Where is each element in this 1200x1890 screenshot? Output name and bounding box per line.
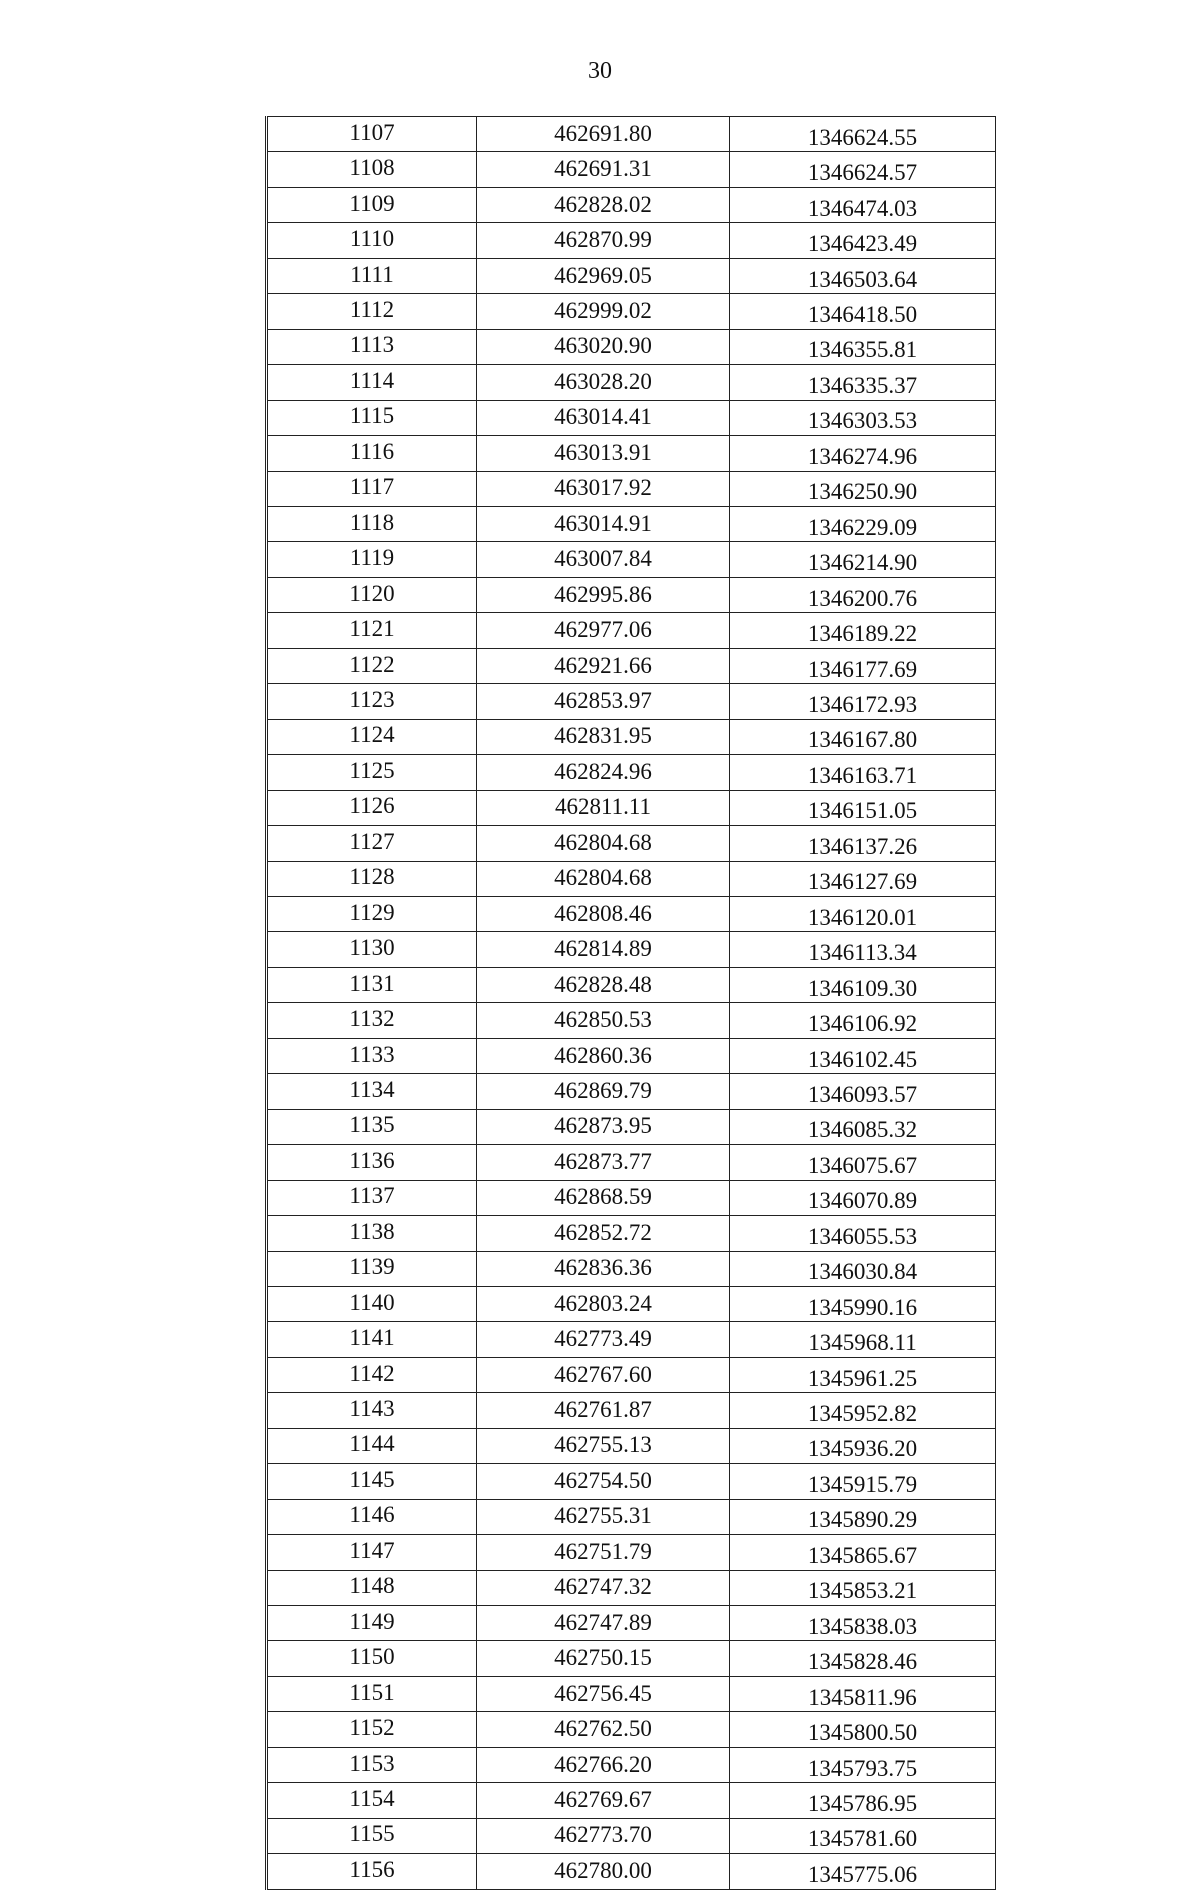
x-coordinate-cell: 462773.70: [477, 1818, 730, 1853]
y-coordinate-cell: 1346303.53: [730, 400, 996, 435]
x-coordinate-cell: 462852.72: [477, 1216, 730, 1251]
x-coordinate-cell: 462850.53: [477, 1003, 730, 1038]
point-number-cell: 1136: [267, 1145, 477, 1180]
x-coordinate-cell: 463007.84: [477, 542, 730, 577]
point-number-cell: 1156: [267, 1854, 477, 1889]
point-number-cell: 1114: [267, 365, 477, 400]
x-coordinate-cell: 462803.24: [477, 1286, 730, 1321]
table-row: [267, 436, 996, 471]
y-coordinate-cell: 1346085.32: [730, 1109, 996, 1144]
x-coordinate-cell: 462755.13: [477, 1428, 730, 1463]
x-coordinate-cell: 462755.31: [477, 1499, 730, 1534]
y-coordinate-cell: 1346172.93: [730, 684, 996, 719]
point-number-cell: 1147: [267, 1535, 477, 1570]
table-row: [267, 1570, 996, 1605]
table-row: [267, 719, 996, 754]
table-row: [267, 400, 996, 435]
x-coordinate-cell: 462750.15: [477, 1641, 730, 1676]
table-row: [267, 152, 996, 187]
y-coordinate-cell: 1346151.05: [730, 790, 996, 825]
coordinates-table-body: [267, 117, 996, 1890]
x-coordinate-cell: 462751.79: [477, 1535, 730, 1570]
table-row: [267, 187, 996, 222]
table-row: [267, 577, 996, 612]
x-coordinate-cell: 462831.95: [477, 719, 730, 754]
table-row: [267, 613, 996, 648]
table-row: [267, 329, 996, 364]
x-coordinate-cell: 462999.02: [477, 294, 730, 329]
table-row: [267, 1428, 996, 1463]
coordinates-table: [265, 116, 996, 1890]
point-number-cell: 1139: [267, 1251, 477, 1286]
y-coordinate-cell: 1345811.96: [730, 1676, 996, 1711]
point-number-cell: 1121: [267, 613, 477, 648]
point-number-cell: 1133: [267, 1038, 477, 1073]
table-row: [267, 896, 996, 931]
table-row: [267, 967, 996, 1002]
point-number-cell: 1110: [267, 223, 477, 258]
y-coordinate-cell: 1346189.22: [730, 613, 996, 648]
point-number-cell: 1107: [267, 117, 477, 152]
point-number-cell: 1151: [267, 1676, 477, 1711]
y-coordinate-cell: 1346229.09: [730, 506, 996, 541]
point-number-cell: 1146: [267, 1499, 477, 1534]
y-coordinate-cell: 1346030.84: [730, 1251, 996, 1286]
x-coordinate-cell: 462766.20: [477, 1747, 730, 1782]
x-coordinate-cell: 462921.66: [477, 648, 730, 683]
point-number-cell: 1123: [267, 684, 477, 719]
table-row: [267, 1535, 996, 1570]
table-row: [267, 294, 996, 329]
x-coordinate-cell: 462767.60: [477, 1357, 730, 1392]
x-coordinate-cell: 462691.80: [477, 117, 730, 152]
x-coordinate-cell: 462977.06: [477, 613, 730, 648]
table-row: [267, 1393, 996, 1428]
x-coordinate-cell: 462747.32: [477, 1570, 730, 1605]
y-coordinate-cell: 1346093.57: [730, 1074, 996, 1109]
y-coordinate-cell: 1346423.49: [730, 223, 996, 258]
table-row: [267, 542, 996, 577]
x-coordinate-cell: 463013.91: [477, 436, 730, 471]
table-row: [267, 117, 996, 152]
y-coordinate-cell: 1346177.69: [730, 648, 996, 683]
point-number-cell: 1143: [267, 1393, 477, 1428]
x-coordinate-cell: 462756.45: [477, 1676, 730, 1711]
point-number-cell: 1113: [267, 329, 477, 364]
x-coordinate-cell: 462869.79: [477, 1074, 730, 1109]
x-coordinate-cell: 462804.68: [477, 826, 730, 861]
table-row: [267, 1357, 996, 1392]
y-coordinate-cell: 1345936.20: [730, 1428, 996, 1463]
point-number-cell: 1131: [267, 967, 477, 1002]
point-number-cell: 1144: [267, 1428, 477, 1463]
y-coordinate-cell: 1345865.67: [730, 1535, 996, 1570]
x-coordinate-cell: 462769.67: [477, 1783, 730, 1818]
y-coordinate-cell: 1346163.71: [730, 755, 996, 790]
x-coordinate-cell: 463017.92: [477, 471, 730, 506]
y-coordinate-cell: 1345853.21: [730, 1570, 996, 1605]
y-coordinate-cell: 1345961.25: [730, 1357, 996, 1392]
point-number-cell: 1140: [267, 1286, 477, 1321]
table-row: [267, 1747, 996, 1782]
table-row: [267, 1286, 996, 1321]
point-number-cell: 1126: [267, 790, 477, 825]
table-row: [267, 1180, 996, 1215]
point-number-cell: 1111: [267, 258, 477, 293]
y-coordinate-cell: 1346250.90: [730, 471, 996, 506]
x-coordinate-cell: 462873.95: [477, 1109, 730, 1144]
y-coordinate-cell: 1345786.95: [730, 1783, 996, 1818]
point-number-cell: 1135: [267, 1109, 477, 1144]
x-coordinate-cell: 462808.46: [477, 896, 730, 931]
table-row: [267, 506, 996, 541]
y-coordinate-cell: 1345781.60: [730, 1818, 996, 1853]
table-row: [267, 258, 996, 293]
y-coordinate-cell: 1346127.69: [730, 861, 996, 896]
y-coordinate-cell: 1345890.29: [730, 1499, 996, 1534]
y-coordinate-cell: 1346214.90: [730, 542, 996, 577]
point-number-cell: 1116: [267, 436, 477, 471]
point-number-cell: 1155: [267, 1818, 477, 1853]
point-number-cell: 1118: [267, 506, 477, 541]
point-number-cell: 1150: [267, 1641, 477, 1676]
table-row: [267, 471, 996, 506]
x-coordinate-cell: 462811.11: [477, 790, 730, 825]
table-row: [267, 1251, 996, 1286]
point-number-cell: 1154: [267, 1783, 477, 1818]
table-row: [267, 1676, 996, 1711]
x-coordinate-cell: 462762.50: [477, 1712, 730, 1747]
point-number-cell: 1152: [267, 1712, 477, 1747]
y-coordinate-cell: 1345775.06: [730, 1854, 996, 1889]
y-coordinate-cell: 1346200.76: [730, 577, 996, 612]
table-row: [267, 1783, 996, 1818]
point-number-cell: 1112: [267, 294, 477, 329]
x-coordinate-cell: 462995.86: [477, 577, 730, 612]
table-row: [267, 1464, 996, 1499]
y-coordinate-cell: 1345800.50: [730, 1712, 996, 1747]
point-number-cell: 1145: [267, 1464, 477, 1499]
y-coordinate-cell: 1346109.30: [730, 967, 996, 1002]
x-coordinate-cell: 462828.48: [477, 967, 730, 1002]
x-coordinate-cell: 463020.90: [477, 329, 730, 364]
y-coordinate-cell: 1345915.79: [730, 1464, 996, 1499]
table-row: [267, 1322, 996, 1357]
point-number-cell: 1108: [267, 152, 477, 187]
y-coordinate-cell: 1346274.96: [730, 436, 996, 471]
y-coordinate-cell: 1345828.46: [730, 1641, 996, 1676]
point-number-cell: 1149: [267, 1606, 477, 1641]
x-coordinate-cell: 462870.99: [477, 223, 730, 258]
y-coordinate-cell: 1346335.37: [730, 365, 996, 400]
point-number-cell: 1148: [267, 1570, 477, 1605]
table-row: [267, 1145, 996, 1180]
point-number-cell: 1125: [267, 755, 477, 790]
point-number-cell: 1122: [267, 648, 477, 683]
table-row: [267, 1641, 996, 1676]
table-row: [267, 648, 996, 683]
point-number-cell: 1128: [267, 861, 477, 896]
point-number-cell: 1142: [267, 1357, 477, 1392]
y-coordinate-cell: 1346474.03: [730, 187, 996, 222]
x-coordinate-cell: 462836.36: [477, 1251, 730, 1286]
page-number: 30: [588, 58, 612, 84]
point-number-cell: 1153: [267, 1747, 477, 1782]
point-number-cell: 1117: [267, 471, 477, 506]
point-number-cell: 1132: [267, 1003, 477, 1038]
table-row: [267, 790, 996, 825]
x-coordinate-cell: 462828.02: [477, 187, 730, 222]
x-coordinate-cell: 462754.50: [477, 1464, 730, 1499]
x-coordinate-cell: 462969.05: [477, 258, 730, 293]
x-coordinate-cell: 462853.97: [477, 684, 730, 719]
y-coordinate-cell: 1345793.75: [730, 1747, 996, 1782]
table-row: [267, 1854, 996, 1889]
point-number-cell: 1120: [267, 577, 477, 612]
table-row: [267, 932, 996, 967]
table-row: [267, 1216, 996, 1251]
y-coordinate-cell: 1346418.50: [730, 294, 996, 329]
table-row: [267, 1606, 996, 1641]
point-number-cell: 1141: [267, 1322, 477, 1357]
y-coordinate-cell: 1346113.34: [730, 932, 996, 967]
point-number-cell: 1119: [267, 542, 477, 577]
y-coordinate-cell: 1346624.55: [730, 117, 996, 152]
y-coordinate-cell: 1345990.16: [730, 1286, 996, 1321]
table-row: [267, 684, 996, 719]
point-number-cell: 1130: [267, 932, 477, 967]
x-coordinate-cell: 462824.96: [477, 755, 730, 790]
y-coordinate-cell: 1346102.45: [730, 1038, 996, 1073]
y-coordinate-cell: 1345952.82: [730, 1393, 996, 1428]
table-row: [267, 1038, 996, 1073]
y-coordinate-cell: 1346167.80: [730, 719, 996, 754]
x-coordinate-cell: 463014.91: [477, 506, 730, 541]
y-coordinate-cell: 1346075.67: [730, 1145, 996, 1180]
y-coordinate-cell: 1345838.03: [730, 1606, 996, 1641]
y-coordinate-cell: 1346070.89: [730, 1180, 996, 1215]
x-coordinate-cell: 462868.59: [477, 1180, 730, 1215]
x-coordinate-cell: 462814.89: [477, 932, 730, 967]
y-coordinate-cell: 1346355.81: [730, 329, 996, 364]
table-row: [267, 755, 996, 790]
x-coordinate-cell: 462691.31: [477, 152, 730, 187]
x-coordinate-cell: 462761.87: [477, 1393, 730, 1428]
point-number-cell: 1124: [267, 719, 477, 754]
y-coordinate-cell: 1346106.92: [730, 1003, 996, 1038]
table-row: [267, 223, 996, 258]
table-row: [267, 1109, 996, 1144]
table-row: [267, 1499, 996, 1534]
x-coordinate-cell: 462773.49: [477, 1322, 730, 1357]
point-number-cell: 1109: [267, 187, 477, 222]
table-row: [267, 1818, 996, 1853]
point-number-cell: 1137: [267, 1180, 477, 1215]
x-coordinate-cell: 462873.77: [477, 1145, 730, 1180]
table-row: [267, 826, 996, 861]
x-coordinate-cell: 462780.00: [477, 1854, 730, 1889]
table-row: [267, 1712, 996, 1747]
y-coordinate-cell: 1346137.26: [730, 826, 996, 861]
point-number-cell: 1129: [267, 896, 477, 931]
y-coordinate-cell: 1346055.53: [730, 1216, 996, 1251]
x-coordinate-cell: 462804.68: [477, 861, 730, 896]
table-row: [267, 861, 996, 896]
point-number-cell: 1127: [267, 826, 477, 861]
x-coordinate-cell: 463028.20: [477, 365, 730, 400]
point-number-cell: 1115: [267, 400, 477, 435]
x-coordinate-cell: 462747.89: [477, 1606, 730, 1641]
y-coordinate-cell: 1346503.64: [730, 258, 996, 293]
table-row: [267, 1074, 996, 1109]
table-row: [267, 1003, 996, 1038]
point-number-cell: 1134: [267, 1074, 477, 1109]
x-coordinate-cell: 463014.41: [477, 400, 730, 435]
y-coordinate-cell: 1346120.01: [730, 896, 996, 931]
y-coordinate-cell: 1346624.57: [730, 152, 996, 187]
y-coordinate-cell: 1345968.11: [730, 1322, 996, 1357]
point-number-cell: 1138: [267, 1216, 477, 1251]
table-row: [267, 365, 996, 400]
x-coordinate-cell: 462860.36: [477, 1038, 730, 1073]
